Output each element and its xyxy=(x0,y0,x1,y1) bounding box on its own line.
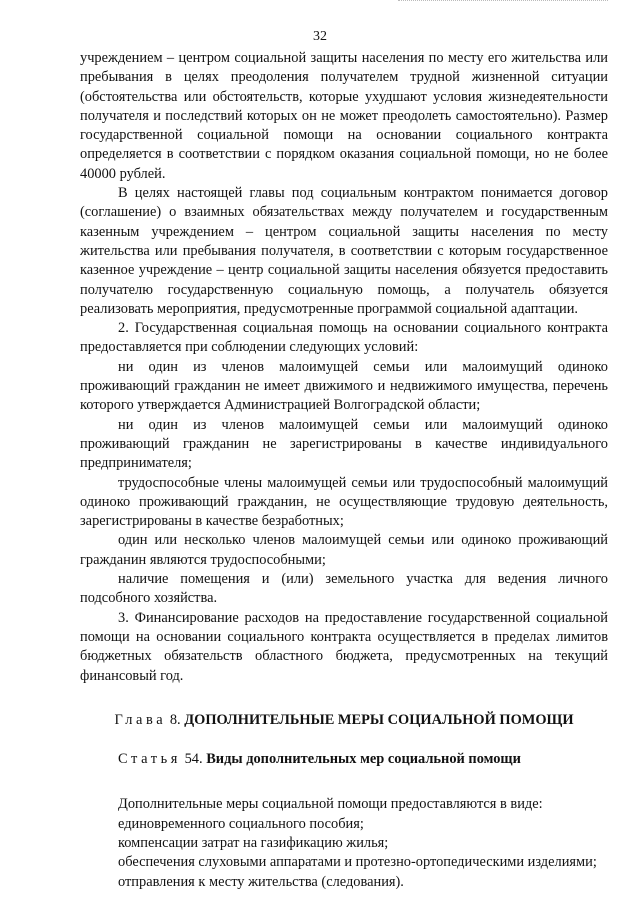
paragraph: 2. Государственная социальная помощь на основании социального контракта предоставляется при соблюдении следующих условий: xyxy=(80,320,608,356)
list-item: единовременного социального пособия; xyxy=(118,815,364,832)
article-heading xyxy=(118,750,608,769)
list-item: обеспечения слуховыми аппаратами и протезно-ортопедическими изделиями; xyxy=(118,854,597,871)
chapter-heading xyxy=(80,711,608,730)
paragraph: 3. Финансирование расходов на предоставление государственной социальной помощи на основании социального контракта осуществляется в пределах лимитов бюджетных обязательств областного бюджета, предусмотренных на текущий финансовый год. xyxy=(80,609,608,684)
list-item: отправления к месту жительства (следования). xyxy=(118,873,404,890)
article-prefix: Статья xyxy=(118,751,181,768)
paragraph: учреждением – центром социальной защиты населения по месту его жительства или пребывания в целях преодоления получателем трудной жизненной ситуации (обстоятельства или обстоятельств, которые ухудшают условия жизнедеятельности получателя и последствий которых он не может преодолеть самостоятельно). Размер государственной социальной помощи на основании социального контракта определяется в соответствии с порядком оказания социальной помощи, но не более 40000 рублей. xyxy=(80,50,608,182)
page-number: 32 xyxy=(313,29,327,44)
paragraph: один или несколько членов малоимущей семьи или одиноко проживающий гражданин являются трудоспособными; xyxy=(80,532,608,568)
article-title: Виды дополнительных мер социальной помощи xyxy=(206,751,521,768)
document-body xyxy=(80,49,608,892)
paragraph: Дополнительные меры социальной помощи предоставляются в виде: xyxy=(118,796,543,813)
paragraph: трудоспособные члены малоимущей семьи или трудоспособный малоимущий одиноко проживающий гражданин, не осуществляющие трудовую деятельность, зарегистрированы в качестве безработных; xyxy=(80,474,608,530)
scan-artifact xyxy=(398,0,608,4)
chapter-title: ДОПОЛНИТЕЛЬНЫЕ МЕРЫ СОЦИАЛЬНОЙ ПОМОЩИ xyxy=(184,711,574,728)
article-number: 54. xyxy=(184,751,203,768)
chapter-number: 8. xyxy=(169,711,181,728)
paragraph: В целях настоящей главы под социальным контрактом понимается договор (соглашение) о взаимных обязательствах между получателем и государственным казенным учреждением – центром социальной защиты населения по месту жительства или пребывания получателя, в соответствии с которым государственное казенное учреждение – центр социальной защиты населения обязуется предоставить получателю государственную социальную помощь, а получатель обязуется реализовать мероприятия, предусмотренные программой социальной адаптации. xyxy=(80,185,608,317)
chapter-prefix: Глава xyxy=(114,711,167,728)
paragraph: ни один из членов малоимущей семьи или малоимущий одиноко проживающий гражданин не имеет движимого и недвижимого имущества, перечень которого утверждается Администрацией Волгоградской области; xyxy=(80,358,608,414)
paragraph: ни один из членов малоимущей семьи или малоимущий одиноко проживающий гражданин не зарегистрированы в качестве индивидуального предпринимателя; xyxy=(80,416,608,472)
list-item: компенсации затрат на газификацию жилья; xyxy=(118,834,389,851)
paragraph: наличие помещения и (или) земельного участка для ведения личного подсобного хозяйства. xyxy=(80,571,608,607)
